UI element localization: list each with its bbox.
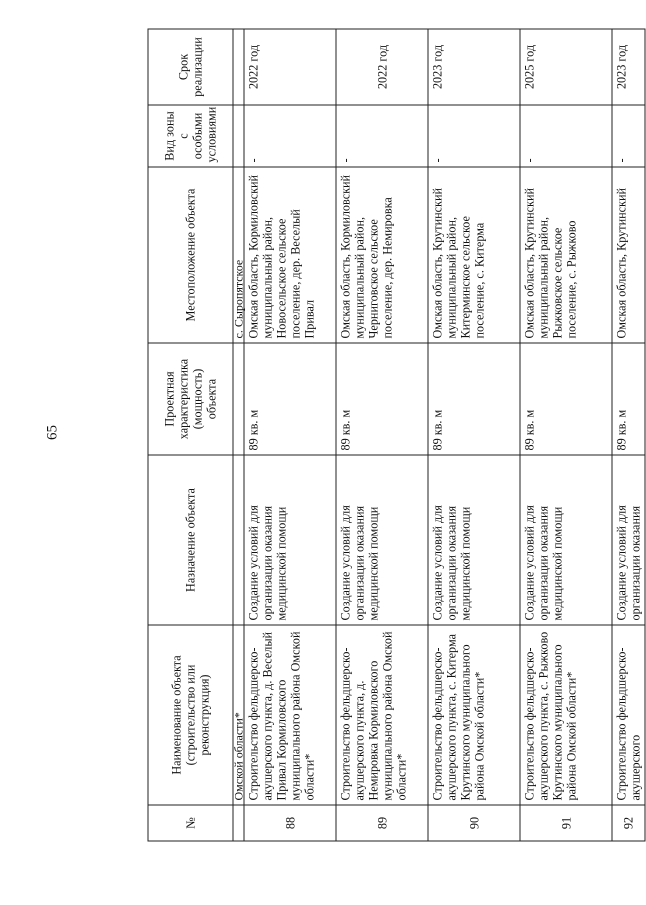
- cell-no: 92: [612, 805, 645, 841]
- cell-zone: -: [244, 105, 336, 167]
- cell-name: Строительство фельдшерско-акушерского пункта, д. Веселый Привал Кормиловского муниципального района Омской области*: [244, 625, 336, 805]
- table-header-row: [148, 29, 233, 841]
- table-row: [612, 29, 645, 841]
- cell-no: 89: [336, 805, 428, 841]
- cell-purpose: [233, 455, 244, 625]
- header-zone: Вид зоны с особыми условиями: [148, 105, 233, 167]
- cell-zone: -: [612, 105, 645, 167]
- cell-capacity: 89 кв. м: [244, 343, 336, 455]
- table-row: [428, 29, 520, 841]
- header-location: Местоположение объекта: [148, 167, 233, 343]
- cell-purpose: Создание условий для организации оказания медицинской помощи: [520, 455, 612, 625]
- cell-no: [233, 805, 244, 841]
- cell-zone: [233, 105, 244, 167]
- cell-term: 2022 год: [336, 29, 428, 105]
- continuation-row: [233, 29, 244, 841]
- cell-purpose: Создание условий для организации оказания медицинской помощи: [428, 455, 520, 625]
- cell-no: 88: [244, 805, 336, 841]
- cell-term: 2023 год: [428, 29, 520, 105]
- header-term: Срок реализации: [148, 29, 233, 105]
- cell-name: Строительство фельдшерско-акушерского пункта, с. Китерма Крутинского муниципального района Омской области*: [428, 625, 520, 805]
- cell-term: 2023 год: [612, 29, 645, 105]
- cell-location: Омская область, Крутинский муниципальный район, Китерминское сельское поселение, с. Китерма: [428, 167, 520, 343]
- cell-location: Омская область, Крутинский муниципальный район, Рыжковское сельское поселение, с. Рыжково: [520, 167, 612, 343]
- cell-capacity: 89 кв. м: [520, 343, 612, 455]
- cell-term: 2025 год: [520, 29, 612, 105]
- cell-no: 90: [428, 805, 520, 841]
- cell-zone: -: [428, 105, 520, 167]
- header-name: Наименование объекта (строительство или реконструкция): [148, 625, 233, 805]
- header-purpose: Назначение объекта: [148, 455, 233, 625]
- page-number: 65: [44, 425, 61, 440]
- table-row: [336, 29, 428, 841]
- cell-term: 2022 год: [244, 29, 336, 105]
- cell-name: Строительство фельдшерско-акушерского: [612, 625, 645, 805]
- objects-table: [148, 29, 646, 842]
- cell-capacity: 89 кв. м: [428, 343, 520, 455]
- cell-term: [233, 29, 244, 105]
- header-capacity: Проектная характеристика (мощность) объекта: [148, 343, 233, 455]
- cell-purpose: Создание условий для организации оказания медицинской помощи: [336, 455, 428, 625]
- cell-no: 91: [520, 805, 612, 841]
- cell-purpose: Создание условий для организации оказания медицинской помощи: [244, 455, 336, 625]
- cell-capacity: 89 кв. м: [612, 343, 645, 455]
- cell-purpose: Создание условий для организации оказания: [612, 455, 645, 625]
- cell-name: Омской области*: [233, 625, 244, 805]
- cell-zone: -: [336, 105, 428, 167]
- cell-name: Строительство фельдшерско-акушерского пункта, д. Немировка Кормиловского муниципального района Омской области*: [336, 625, 428, 805]
- cell-capacity: 89 кв. м: [336, 343, 428, 455]
- header-no: №: [148, 805, 233, 841]
- cell-name: Строительство фельдшерско-акушерского пункта, с. Рыжково Крутинского муниципального района Омской области*: [520, 625, 612, 805]
- cell-zone: -: [520, 105, 612, 167]
- cell-location: Омская область, Крутинский: [612, 167, 645, 343]
- cell-location: Омская область, Кормиловский муниципальный район, Новосельское сельское поселение, дер. Веселый Привал: [244, 167, 336, 343]
- rotated-table-container: [148, 30, 643, 842]
- cell-location: с. Сыропятское: [233, 167, 244, 343]
- table-row: [520, 29, 612, 841]
- cell-location: Омская область, Кормиловский муниципальный район, Черниговское сельское поселение, дер. Немировка: [336, 167, 428, 343]
- table-row: [244, 29, 336, 841]
- cell-capacity: [233, 343, 244, 455]
